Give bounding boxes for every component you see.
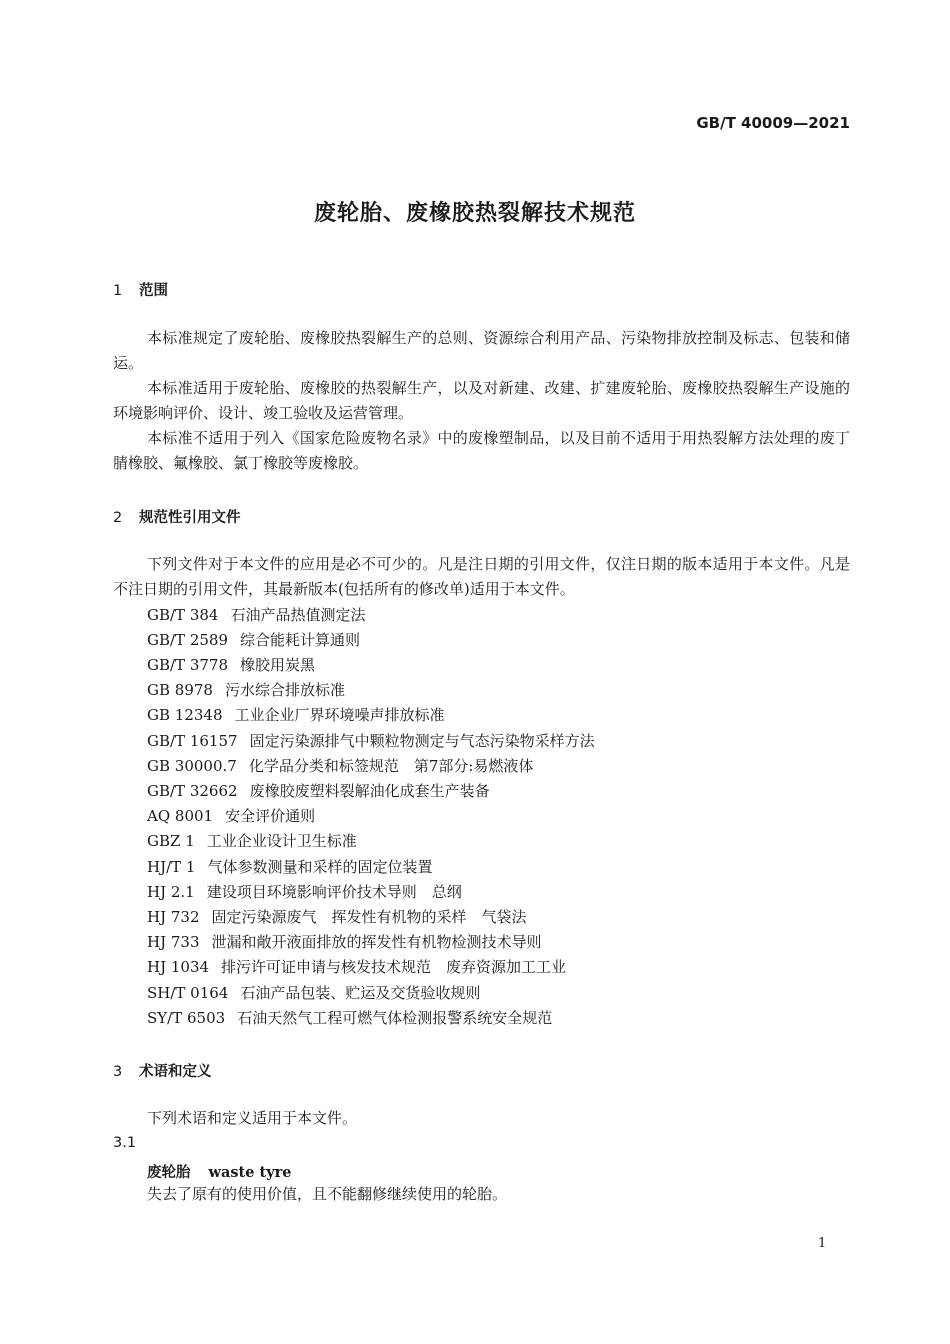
reference-title: 气体参数测量和采样的固定位装置: [207, 858, 433, 876]
reference-item: [147, 1006, 552, 1031]
reference-item: [147, 955, 566, 980]
reference-code: GB/T 3778: [147, 656, 229, 674]
reference-item: [147, 930, 542, 955]
reference-code: GB/T 384: [147, 606, 219, 624]
reference-item: [147, 678, 345, 703]
reference-code: SY/T 6503: [147, 1009, 226, 1027]
section-heading-normative-references: [113, 506, 241, 527]
reference-code: HJ 2.1: [147, 883, 195, 901]
section-heading-terms: [113, 1060, 212, 1081]
section-number: 2: [113, 510, 123, 526]
reference-title: 固定污染源排气中颗粒物测定与气态污染物采样方法: [249, 732, 595, 750]
reference-title: 污水综合排放标准: [224, 681, 345, 699]
term-chinese: 废轮胎: [147, 1165, 191, 1181]
reference-item: [147, 981, 480, 1006]
section-heading-scope: [113, 279, 168, 300]
term-definition: 失去了原有的使用价值，且不能翻修继续使用的轮胎。: [147, 1185, 508, 1203]
reference-code: GB/T 32662: [147, 782, 238, 800]
page-number: 1: [818, 1236, 827, 1251]
reference-title: 安全评价通则: [225, 807, 316, 825]
reference-code: SH/T 0164: [147, 984, 229, 1002]
reference-code: HJ 732: [147, 908, 200, 926]
reference-title: 工业企业设计卫生标准: [206, 832, 357, 850]
reference-item: [147, 628, 360, 653]
reference-code: GB 30000.7: [147, 757, 237, 775]
section-title: 规范性引用文件: [139, 510, 241, 526]
reference-item: [147, 829, 357, 854]
paragraph: 本标准适用于废轮胎、废橡胶的热裂解生产，以及对新建、改建、扩建废轮胎、废橡胶热裂解生产设施的环境影响评价、设计、竣工验收及运营管理。: [113, 379, 850, 422]
reference-code: GB/T 16157: [147, 732, 238, 750]
subclause-number: 3.1: [113, 1135, 137, 1151]
reference-item: [147, 729, 595, 754]
reference-item: [147, 880, 462, 905]
reference-title: 橡胶用炭黑: [240, 656, 316, 674]
term-entry: [147, 1161, 292, 1182]
reference-code: AQ 8001: [147, 807, 214, 825]
section-number: 1: [113, 283, 123, 299]
reference-item: [147, 804, 315, 829]
reference-code: GBZ 1: [147, 832, 195, 850]
term-english: waste tyre: [208, 1164, 292, 1181]
reference-code: HJ/T 1: [147, 858, 196, 876]
reference-title: 石油天然气工程可燃气体检测报警系统安全规范: [237, 1009, 553, 1027]
reference-title: 建设项目环境影响评价技术导则 总纲: [206, 883, 462, 901]
standard-code: GB/T 40009—2021: [696, 114, 850, 132]
paragraph: 本标准规定了废轮胎、废橡胶热裂解生产的总则、资源综合利用产品、污染物排放控制及标志、包装和储运。: [113, 329, 850, 372]
reference-title: 泄漏和敞开液面排放的挥发性有机物检测技术导则: [211, 933, 542, 951]
section-title: 范围: [139, 283, 168, 299]
reference-title: 石油产品热值测定法: [230, 606, 366, 624]
paragraph: 下列术语和定义适用于本文件。: [147, 1109, 358, 1127]
paragraph: 本标准不适用于列入《国家危险废物名录》中的废橡塑制品，以及目前不适用于用热裂解方法处理的废丁腈橡胶、氟橡胶、氯丁橡胶等废橡胶。: [113, 429, 850, 472]
reference-title: 综合能耗计算通则: [240, 631, 361, 649]
reference-code: HJ 733: [147, 933, 200, 951]
reference-item: [147, 603, 365, 628]
reference-title: 排污许可证申请与核发技术规范 废弃资源加工工业: [221, 958, 567, 976]
section-number: 3: [113, 1064, 123, 1080]
reference-code: GB 12348: [147, 706, 223, 724]
reference-code: HJ 1034: [147, 958, 210, 976]
reference-item: [147, 779, 490, 804]
reference-title: 工业企业厂界环境噪声排放标准: [234, 706, 445, 724]
reference-item: [147, 703, 445, 728]
reference-title: 化学品分类和标签规范 第7部分:易燃液体: [248, 757, 534, 775]
reference-code: GB 8978: [147, 681, 213, 699]
reference-item: [147, 905, 527, 930]
reference-title: 石油产品包装、贮运及交货验收规则: [240, 984, 481, 1002]
section-title: 术语和定义: [139, 1064, 212, 1080]
reference-item: [147, 653, 315, 678]
paragraph: 下列文件对于本文件的应用是必不可少的。凡是注日期的引用文件，仅注日期的版本适用于本文件。凡是不注日期的引用文件，其最新版本(包括所有的修改单)适用于本文件。: [113, 555, 850, 598]
reference-title: 废橡胶废塑料裂解油化成套生产装备: [249, 782, 490, 800]
reference-item: [147, 754, 533, 779]
document-title: 废轮胎、废橡胶热裂解技术规范: [313, 201, 636, 226]
reference-code: GB/T 2589: [147, 631, 229, 649]
reference-title: 固定污染源废气 挥发性有机物的采样 气袋法: [211, 908, 527, 926]
reference-item: [147, 855, 432, 880]
